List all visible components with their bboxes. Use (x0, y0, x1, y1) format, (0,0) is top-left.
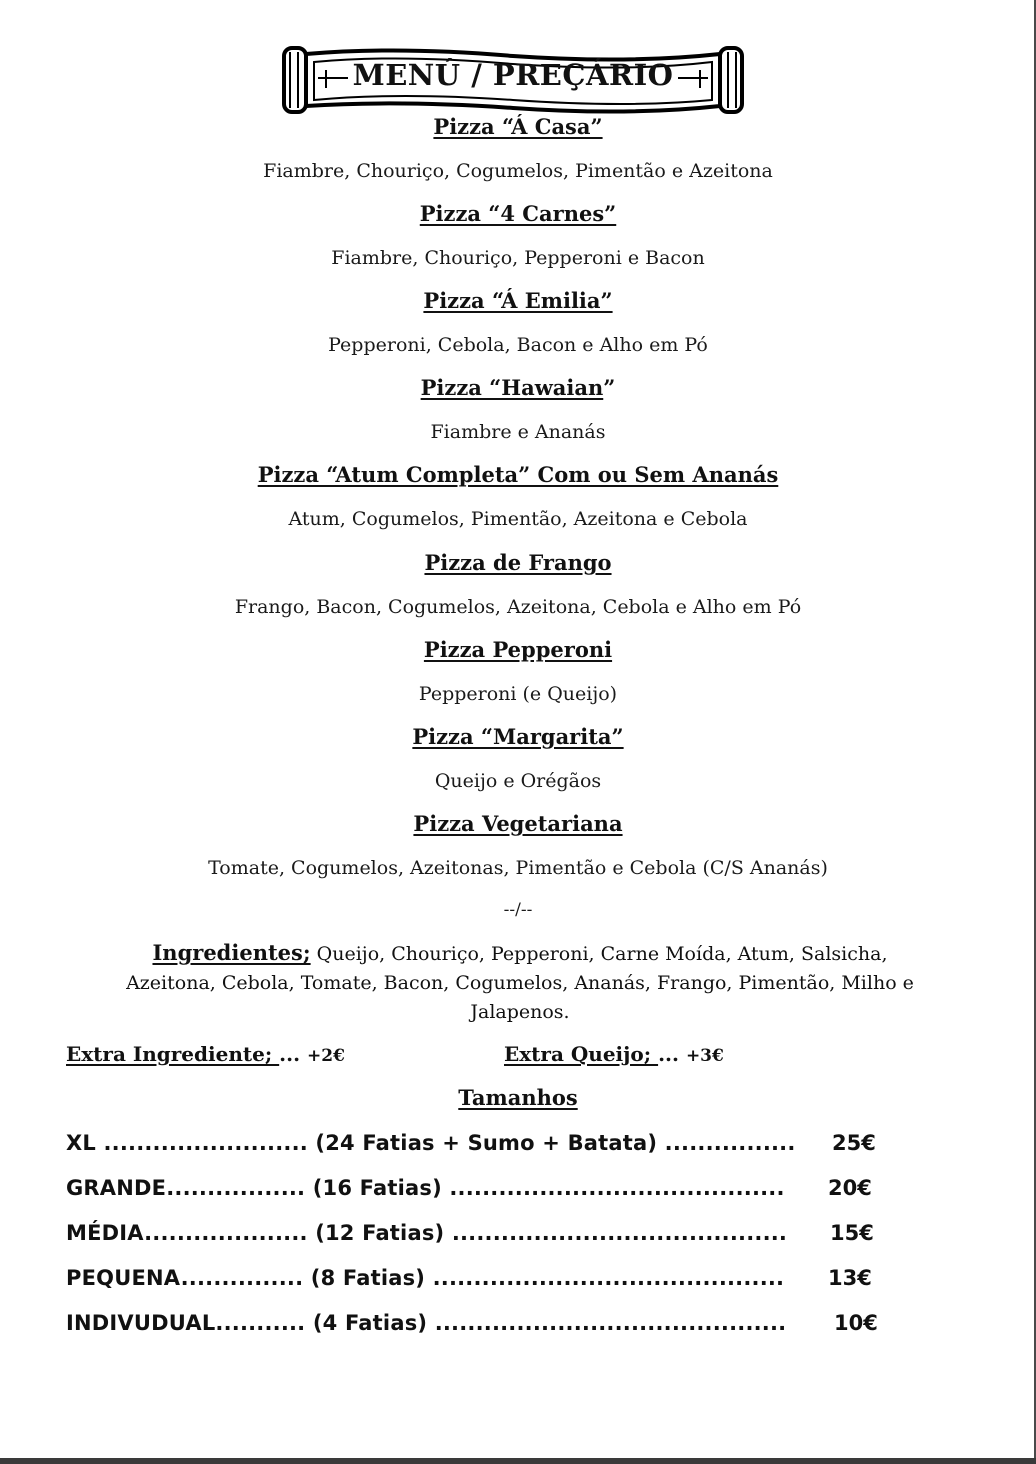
pizza-name: Pizza “Atum Completa” Com ou Sem Ananás (257, 462, 779, 487)
size-row-xl: XL ......................... (24 Fatias + Sumo + Batata) ................ (66, 1131, 796, 1155)
pizza-name: Pizza “Á Emilia” (423, 288, 613, 313)
size-price: 10€ (834, 1311, 878, 1335)
page-edge-bottom (0, 1458, 1036, 1464)
pizza-description: Fiambre, Chouriço, Pepperoni e Bacon (331, 247, 705, 269)
ingredients-label: Ingredientes; (152, 940, 311, 965)
pizza-name: Pizza “Á Casa” (433, 114, 603, 139)
pizza-description: Pepperoni (e Queijo) (418, 683, 618, 705)
size-price: 15€ (830, 1221, 874, 1245)
pizza-description: Queijo e Orégãos (434, 770, 602, 792)
size-row-media: MÉDIA.................... (12 Fatias) ......................................... (66, 1221, 788, 1245)
ingredients-list (60, 938, 980, 1027)
pizza-name: Pizza Pepperoni (423, 637, 613, 662)
size-row-individual: INDIVUDUAL........... (4 Fatias) ........................................... (66, 1311, 787, 1335)
size-row-pequena: PEQUENA............... (8 Fatias) ........................................... (66, 1266, 785, 1290)
ingredients-line: Jalapenos. (470, 1001, 570, 1023)
pizza-name: Pizza Vegetariana (413, 811, 623, 836)
pizza-description: Frango, Bacon, Cogumelos, Azeitona, Cebola e Alho em Pó (234, 596, 802, 618)
page-title: MENÚ / PREÇÁRIO (352, 58, 674, 92)
size-price: 25€ (832, 1131, 876, 1155)
pizza-name: Pizza “Margarita” (412, 724, 624, 749)
extra-cheese: Extra Queijo; ... +3€ (504, 1042, 724, 1066)
title-banner (278, 42, 748, 118)
size-row-grande: GRANDE................. (16 Fatias) ......................................... (66, 1176, 785, 1200)
pizza-name: Pizza de Frango (424, 550, 612, 575)
pizza-description: Atum, Cogumelos, Pimentão, Azeitona e Cebola (288, 508, 748, 530)
pizza-description: Tomate, Cogumelos, Azeitonas, Pimentão e Cebola (C/S Ananás) (208, 857, 828, 879)
ingredients-line: Azeitona, Cebola, Tomate, Bacon, Cogumelos, Ananás, Frango, Pimentão, Milho e (126, 972, 914, 994)
pizza-description: Fiambre, Chouriço, Cogumelos, Pimentão e Azeitona (263, 160, 773, 182)
ingredients-line: Queijo, Chouriço, Pepperoni, Carne Moída, Atum, Salsicha, (310, 943, 888, 965)
pizza-description: Pepperoni, Cebola, Bacon e Alho em Pó (328, 334, 708, 356)
size-price: 13€ (828, 1266, 872, 1290)
size-price: 20€ (828, 1176, 872, 1200)
pizza-name: Pizza “Hawaian” (420, 375, 616, 400)
sizes-title: Tamanhos (458, 1085, 578, 1110)
separator: --/-- (503, 900, 533, 920)
pizza-name: Pizza “4 Carnes” (419, 201, 617, 226)
extra-ingredient: Extra Ingrediente; ... +2€ (66, 1042, 345, 1066)
pizza-description: Fiambre e Ananás (430, 421, 606, 443)
